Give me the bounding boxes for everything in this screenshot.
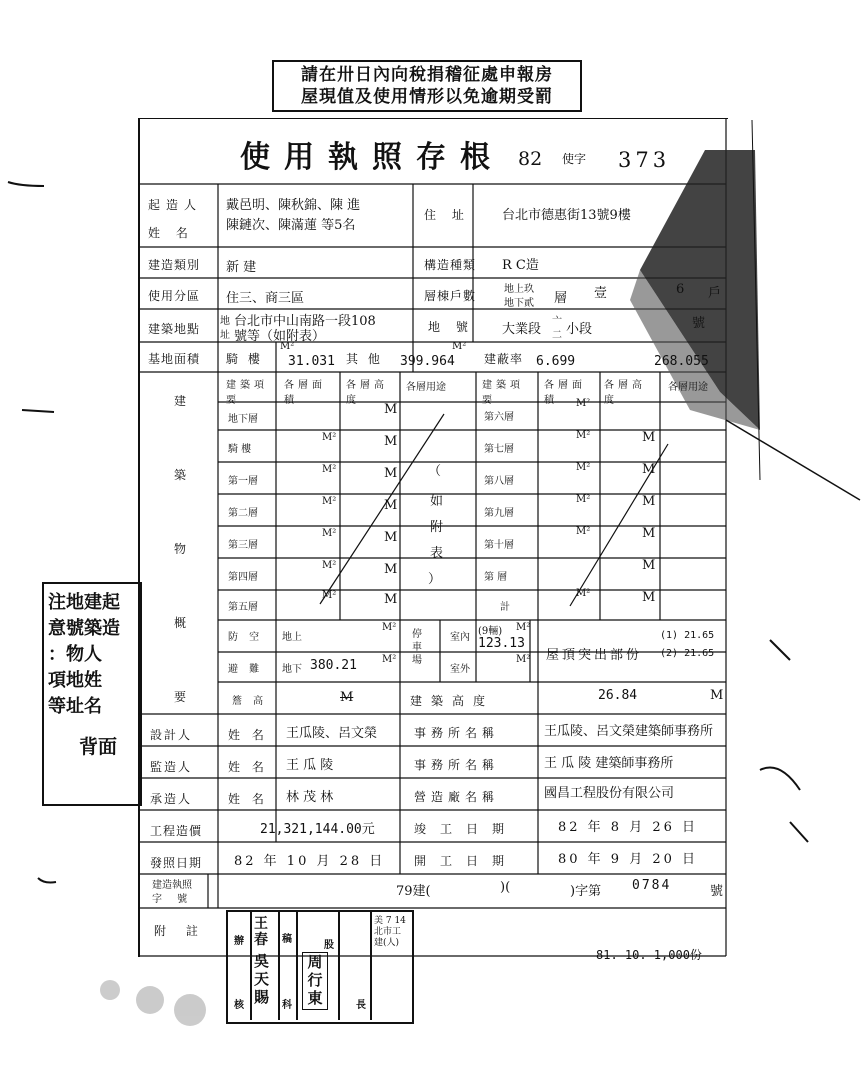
floor-right-1: 第七層 [484,444,514,455]
roof-label: 屋頂突出部份 [546,648,643,663]
shelter-underground-value: 380.21 [310,658,357,673]
contractor-label: 承造人 [150,792,193,806]
floors-above: 地上玖 [504,284,534,295]
floor-left-6: 第五層 [228,602,258,613]
floors-below: 地下貳 [504,298,534,309]
floors-unit: 層 [554,291,568,306]
area-last-value: 268.055 [654,354,709,369]
unit-h-r4: M [642,526,656,541]
side-note-line-2: 意號築造 [48,618,120,639]
lot-small-b: 二 [552,330,562,341]
side-note-back: 背面 [78,736,117,758]
floors-label: 層棟戶數 [424,289,477,303]
floor-left-2: 第一層 [228,476,258,487]
roof-1: (1) 21.65 [660,630,715,641]
supervisor-office: 王 瓜 陵 建築師事務所 [544,756,674,771]
stamp-char-c: 稿 [282,934,292,945]
floor-right-3: 第九層 [484,508,514,519]
unit-area-l5: M² [322,560,337,571]
stamp-char-e: 股 [324,940,334,951]
parking-label: 停車場 [412,629,422,666]
structure-value: R C造 [502,258,539,273]
site-label: 建築地點 [148,322,201,336]
unit-h-l3: M [384,498,398,513]
site-value-1: 台北市中山南路一段108 [234,314,376,329]
supervisor-office-label: 事務所名稱 [414,758,500,772]
type-label: 建造類別 [148,258,201,272]
side-note-line-3: ：物人 [48,644,102,665]
note-label: 附 註 [154,924,206,938]
parking-unit-2: M² [516,654,531,665]
designer-name-label: 姓 名 [228,728,268,742]
permit-value-d: 0784 [632,878,672,893]
as-per-3: 附 [430,520,444,535]
unit-area-l2: M² [322,464,337,475]
other-label: 其 他 [346,352,383,366]
supervisor-label: 監造人 [150,760,193,774]
issue-label: 發照日期 [150,856,203,870]
parking-outdoor: 室外 [450,664,470,675]
print-info: 81. 10. 1,000份 [596,948,702,962]
side-note-line-1: 注地建起 [48,592,120,613]
permit-value-b: )( [500,880,511,895]
issue-value: 82 年 10 月 28 日 [234,854,386,869]
shelter-underground-label: 地下 [282,664,302,675]
designer-office-label: 事務所名稱 [414,726,500,740]
license-number: 373 [618,148,671,172]
as-per-1: （ [428,464,442,479]
as-per-2: 如 [430,494,444,509]
address-value: 台北市德惠街13號9樓 [502,208,631,223]
shelter-unit-2: M² [382,654,397,665]
permit-label-b: 字 號 [152,894,194,905]
floor-right-4: 第十層 [484,540,514,551]
col-items: 建築項要 [226,380,268,406]
building-side-5: 要 [174,690,193,704]
builder-label: 營造廠名稱 [414,790,500,804]
floor-right-0: 第六層 [484,412,514,423]
as-per-4: 表 [430,546,444,561]
site-value-2: 號等（如附表） [234,329,326,344]
eaves-value: M [340,690,354,705]
unit-h-r3: M [642,494,656,509]
households-count: 6 [676,282,685,297]
seal-2: 吳天賜 [254,952,270,1006]
shelter-label-a: 防 空 [228,632,264,643]
unit-area-l6: M² [322,590,337,601]
roof-2: (2) 21.65 [660,648,715,659]
unit-h-r6: M [642,590,656,605]
floor-right-6: 計 [500,602,510,613]
unit-area-r2: M² [576,462,591,473]
other-unit: M² [452,341,467,352]
zoning-value: 住三、商三區 [226,291,305,306]
designer-office: 王瓜陵、呂文榮建築師事務所 [544,724,714,739]
notice-line-2: 屋現值及使用情形以免逾期受罰 [301,87,553,107]
unit-area-r0: M² [576,398,591,409]
bheight-value: 26.84 [598,688,638,703]
cost-label: 工程造價 [150,824,203,838]
stamp-small-text: 美 7 14 北市工建(人) [374,916,406,948]
unit-area-r3: M² [576,494,591,505]
building-side-4: 概 [174,616,193,630]
floor-right-5: 第 層 [484,572,508,583]
parking-area: 123.13 [478,636,525,651]
households-unit: 戶 [708,286,722,301]
seal-1: 王春 [254,916,268,948]
supervisor-name: 王 瓜 陵 [286,758,334,773]
col-height-2: 各層高度 [604,380,646,406]
unit-h-l0: M [384,402,398,417]
parking-count: (9輛) [478,626,503,637]
stamp-char-b: 核 [234,1000,244,1011]
unit-area-l4: M² [322,528,337,539]
contractor-name: 林 茂 林 [286,790,334,805]
floor-left-0: 地下層 [228,414,258,425]
arcade-value: 31.031 [288,354,335,369]
col-area: 各層面積 [284,380,326,406]
unit-area-l1: M² [322,432,337,443]
complete-label: 竣工日期 [414,822,519,836]
supervisor-name-label: 姓 名 [228,760,268,774]
building-side-3: 物 [174,542,193,556]
complete-value: 82 年 8 月 26 日 [558,820,699,835]
type-value: 新 建 [226,260,257,275]
unit-h-l5: M [384,562,398,577]
shelter-unit-1: M² [382,622,397,633]
unit-h-l1: M [384,434,398,449]
start-label: 開工日期 [414,854,519,868]
unit-area-r1: M² [576,430,591,441]
buildings-count: 壹 [594,286,608,301]
unit-area-l3: M² [322,496,337,507]
permit-value-c: )字第 [570,884,602,899]
coverage-label: 建蔽率 [484,352,524,366]
shelter-ground-label: 地上 [282,632,302,643]
floor-left-1: 騎 樓 [228,444,252,455]
structure-label: 構造種類 [424,258,477,272]
unit-h-l6: M [384,592,398,607]
site-prefix-b: 址 [220,330,230,341]
applicant-label: 起造人 [148,198,203,212]
designer-name: 王瓜陵、呂文榮 [286,726,378,741]
floor-left-5: 第四層 [228,572,258,583]
col-use: 各層用途 [406,382,446,393]
address-label: 住 址 [424,208,470,222]
lot-subsection: 小段 [566,322,593,337]
seal-3: 周行東 [302,952,328,1010]
col-use-2: 各層用途 [668,382,708,393]
contractor-name-label: 姓 名 [228,792,268,806]
applicant-name-label: 姓 名 [148,226,194,240]
zoning-label: 使用分區 [148,289,201,303]
stamp-char-f: 長 [356,1000,366,1011]
unit-area-r4: M² [576,526,591,537]
lot-label: 地 號 [428,320,474,334]
unit-h-l4: M [384,530,398,545]
building-side-2: 築 [174,468,193,482]
start-value: 80 年 9 月 20 日 [558,852,699,867]
parking-unit-1: M² [516,622,531,633]
building-side-1: 建 [174,394,193,408]
eaves-label: 簷 高 [232,696,268,707]
arcade-unit: M² [280,341,295,352]
form-title: 使用執照存根 [240,140,504,175]
as-per-5: ） [428,572,442,587]
cost-value: 21,321,144.00元 [260,822,375,837]
floor-left-4: 第三層 [228,540,258,551]
side-note-line-5: 等址名 [48,696,102,717]
floor-left-3: 第二層 [228,508,258,519]
arcade-label: 騎 樓 [226,352,263,366]
side-note-line-4: 項地姓 [48,670,102,691]
bheight-label: 建築高度 [410,694,495,708]
applicant-value-1: 戴邑明、陳秋錦、陳 進 [226,198,361,213]
unit-h-r2: M [642,462,656,477]
stamp-char-a: 辦 [234,936,244,947]
other-value: 399.964 [400,354,455,369]
unit-area-r5: M² [576,588,591,599]
lot-number-unit: 號 [692,316,706,331]
permit-value-e: 號 [710,884,724,899]
applicant-value-2: 陳鏈次、陳滿蓮 等5名 [226,218,356,233]
contractor-office: 國昌工程股份有限公司 [544,786,675,801]
license-char: 使字 [562,152,587,166]
unit-h-l2: M [384,466,398,481]
unit-h-r1: M [642,430,656,445]
permit-label-a: 建造執照 [152,880,192,891]
shelter-label-b: 避 難 [228,664,264,675]
area-label: 基地面積 [148,352,201,366]
notice-line-1: 請在卅日內向稅捐稽征處申報房 [301,65,553,85]
unit-h-r5: M [642,558,656,573]
lot-small-a: 亠 [552,316,562,327]
lot-section: 大業段 [502,322,542,337]
coverage-value: 6.699 [536,354,576,369]
col-area-2: 各層面積 [544,380,586,406]
parking-indoor: 室內 [450,632,470,643]
license-year: 82 [518,148,543,170]
designer-label: 設計人 [150,728,193,742]
site-prefix-a: 地 [220,316,230,327]
col-items-2: 建築項要 [482,380,524,406]
col-height: 各層高度 [346,380,388,406]
stamp-char-d: 科 [282,1000,292,1011]
bheight-unit: M [710,688,724,703]
floor-right-2: 第八層 [484,476,514,487]
permit-value-a: 79建( [396,884,431,899]
